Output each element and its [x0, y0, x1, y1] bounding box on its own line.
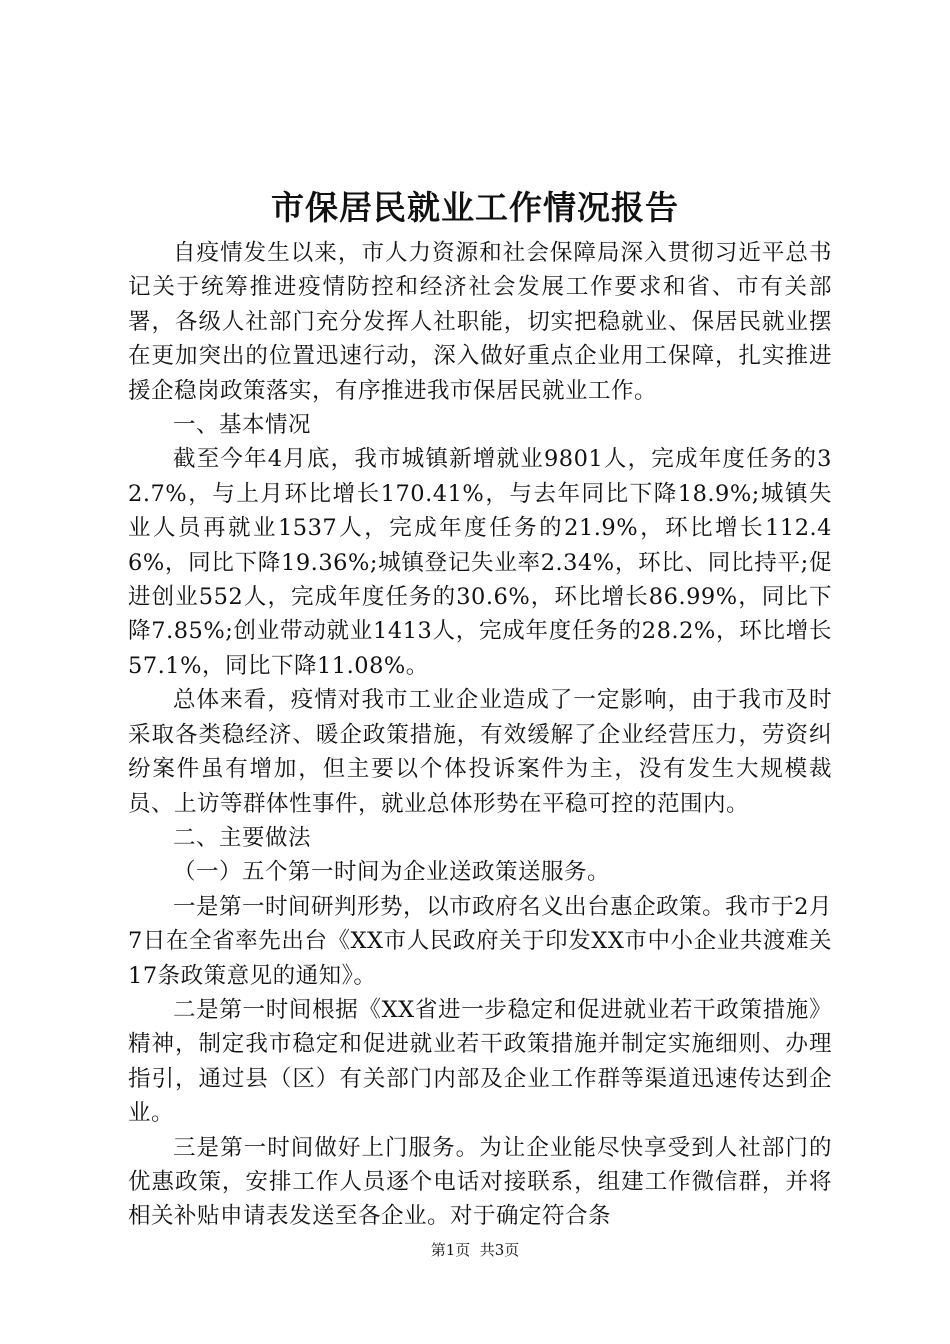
paragraph-first-point: 一是第一时间研判形势，以市政府名义出台惠企政策。我市于2月7日在全省率先出台《XX市人民政府关于印发XX市中小企业共渡难关17条政策意见的通知》。	[128, 893, 832, 989]
section-heading-basic-situation: 一、基本情况	[173, 412, 312, 439]
paragraph-overall: 总体来看，疫情对我市工业企业造成了一定影响，由于我市及时采取各类稳经济、暖企政策措施，有效缓解了企业经营压力，劳资纠纷案件虽有增加，但主要以个体投诉案件为主，没有发生大规模裁员、上访等群体性事件，就业总体形势在平稳可控的范围内。	[128, 687, 832, 817]
subsection-heading-five-firsts: （一）五个第一时间为企业送政策送服务。	[173, 859, 611, 886]
paragraph-third-point: 三是第一时间做好上门服务。为让企业能尽快享受到人社部门的优惠政策，安排工作人员逐个电话对接联系，组建工作微信群，并将相关补贴申请表发送至各企业。对于确定符合条	[128, 1134, 832, 1230]
page-footer: 第1页 共3页	[430, 1241, 520, 1259]
paragraph-statistics: 截至今年4月底，我市城镇新增就业9801人，完成年度任务的32.7%，与上月环比增长170.41%，与去年同比下降18.9%;城镇失业人员再就业1537人，完成年度任务的21.9%，环比增长112.46%，同比下降19.36%;城镇登记失业率2.34%，环比、同比持平;促进创业552人，完成年度任务的30.6%，环比增长86.99%，同比下降7.85%;创业带动就业1413人，完成年度任务的28.2%，环比增长57.1%，同比下降11.08%。	[128, 446, 832, 679]
paragraph-intro: 自疫情发生以来，市人力资源和社会保障局深入贯彻习近平总书记关于统筹推进疫情防控和经济社会发展工作要求和省、市有关部署，各级人社部门充分发挥人社职能，切实把稳就业、保居民就业摆在更加突出的位置迅速行动，深入做好重点企业用工保障，扎实推进援企稳岗政策落实，有序推进我市保居民就业工作。	[128, 240, 832, 404]
section-heading-main-practices: 二、主要做法	[173, 824, 312, 851]
paragraph-second-point: 二是第一时间根据《XX省进一步稳定和促进就业若干政策措施》精神，制定我市稳定和促进就业若干政策措施并制定实施细则、办理指引，通过县（区）有关部门内部及企业工作群等渠道迅速传达到企业。	[128, 996, 832, 1127]
document-body	[128, 236, 832, 1234]
document-title: 市保居民就业工作情况报告	[271, 188, 679, 227]
